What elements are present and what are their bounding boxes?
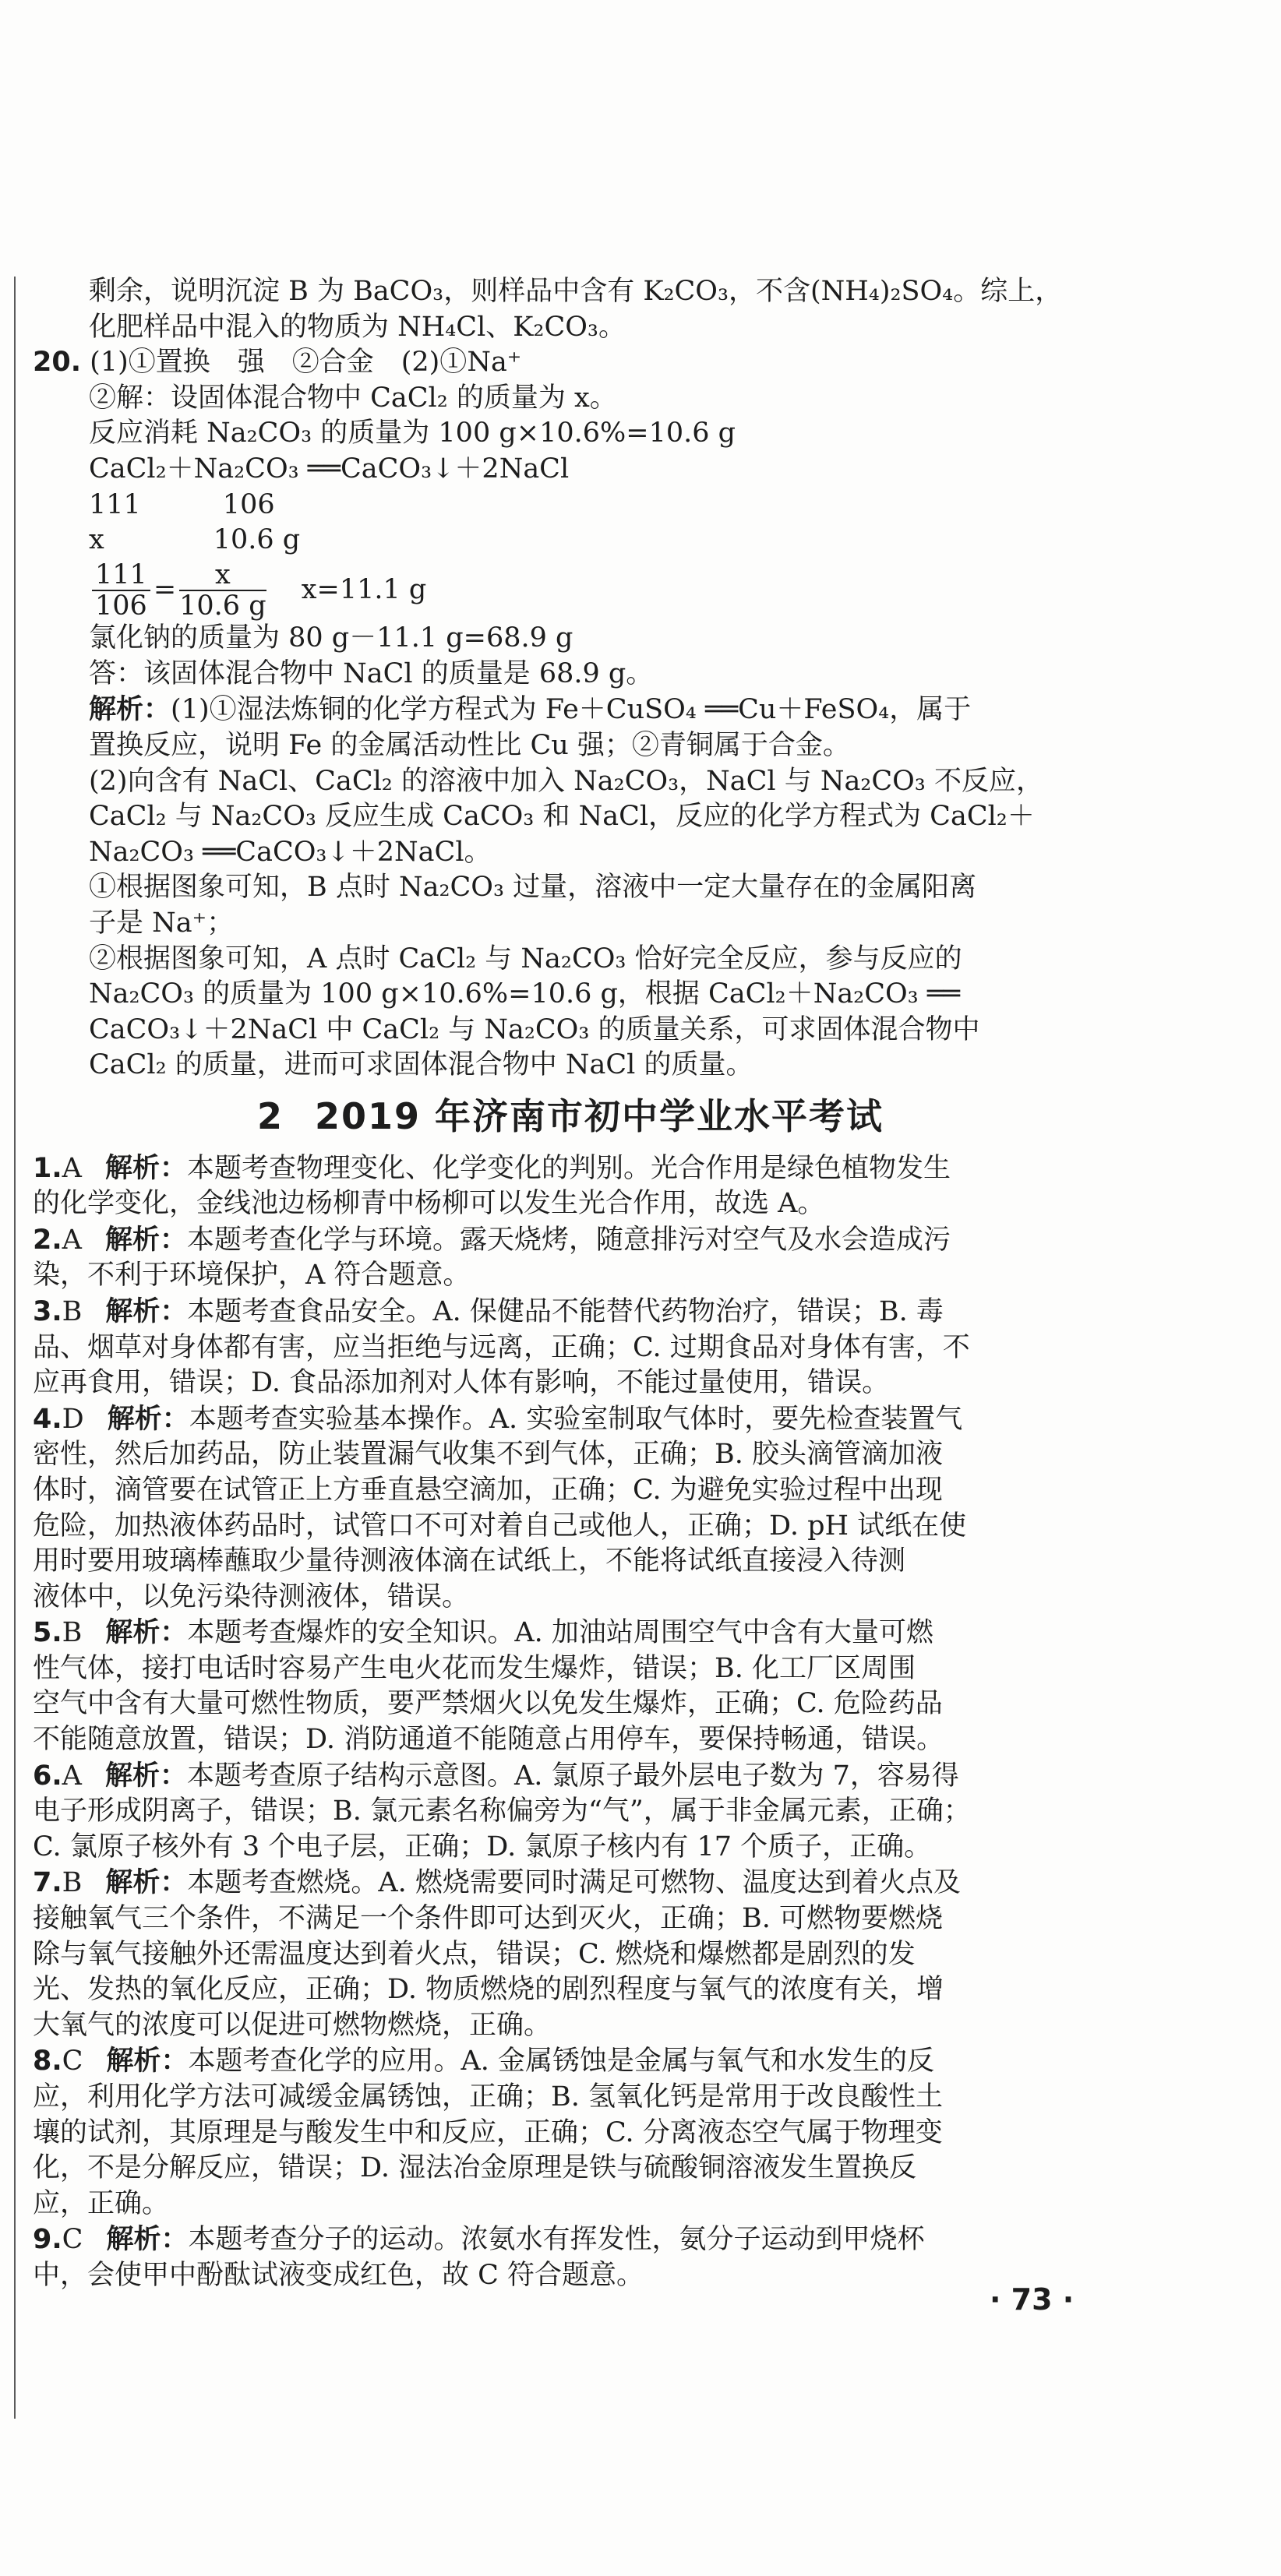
analysis-line: Na₂CO₃ 的质量为 100 g×10.6%=10.6 g，根据 CaCl₂＋Na₂CO₃ ══ [89,978,960,1010]
analysis-line: 应，利用化学方法可减缓金属锈蚀，正确；B. 氢氧化钙是常用于改良酸性土 [33,2081,943,2113]
analysis-text: 本题考查分子的运动。浓氨水有挥发性，氨分子运动到甲烧杯 [188,2224,925,2256]
answer-choice: B [62,1617,83,1649]
solution-line: 反应消耗 Na₂CO₃ 的质量为 100 g×10.6%=10.6 g [89,418,736,449]
analysis-label: 解析： [104,1759,187,1792]
question-number: 1. [33,1152,62,1184]
analysis-label: 解析： [105,1295,188,1327]
solution-line: 氯化钠的质量为 80 g－11.1 g=68.9 g [89,622,573,654]
analysis-line: 密性，然后加药品，防止装置漏气收集不到气体，正确；B. 胶头滴管滴加液 [33,1439,943,1471]
answer-text: (1)①置换 强 ②合金 (2)①Na⁺ [90,347,522,379]
section-number: 2 [256,1094,284,1137]
analysis-line: 置换反应，说明 Fe 的金属活动性比 Cu 强；②青铜属于合金。 [89,730,850,762]
question-number: 5. [33,1617,62,1649]
proportion-line: $\frac{111}{106}$ = $\frac{x}{10.6 g}$ x=11.1 g [33,559,1108,622]
text-line: 化肥样品中混入的物质为 NH₄Cl、K₂CO₃。 [89,311,626,343]
analysis-line: CaCl₂ 与 Na₂CO₃ 反应生成 CaCO₃ 和 NaCl，反应的化学方程式为 CaCl₂＋ [89,801,1035,833]
answer-first-line [33,1758,1108,1795]
answer-item [33,2222,1108,2293]
analysis-line: 壤的试剂，其原理是与酸发生中和反应，正确；C. 分离液态空气属于物理变 [33,2116,943,2148]
answer-choice: C [62,2224,83,2256]
answer-item [33,1865,1108,2043]
answer-choice: A [62,1760,82,1792]
question-number: 2. [33,1224,62,1256]
analysis-line: 用时要用玻璃棒蘸取少量待测液体滴在试纸上，不能将试纸直接浸入待测 [33,1545,906,1577]
proportion-result: x=11.1 g [301,573,427,605]
answer-item [33,1758,1108,1866]
answer-first-line [33,1865,1108,1901]
analysis-line: CaCO₃↓＋2NaCl 中 CaCl₂ 与 Na₂CO₃ 的质量关系，可求固体混合物中 [89,1013,980,1045]
analysis-line: 除与氧气接触外还需温度达到着火点，错误；C. 燃烧和爆燃都是剧烈的发 [33,1938,916,1970]
answer-first-line [33,1294,1108,1330]
analysis-line: 的化学变化，金线池边杨柳青中杨柳可以发生光合作用，故选 A。 [33,1188,825,1220]
section-title [33,1094,1108,1137]
analysis-line: CaCl₂ 的质量，进而可求固体混合物中 NaCl 的质量。 [89,1049,753,1081]
answer-item [33,1222,1108,1294]
question-number: 8. [33,2046,62,2077]
solution-line: x 10.6 g [89,524,301,556]
answer-choice: B [62,1867,83,1899]
analysis-line: 体时，滴管要在试管正上方垂直悬空滴加，正确；C. 为避免实验过程中出现 [33,1474,943,1506]
analysis-text: 本题考查燃烧。A. 燃烧需要同时满足可燃物、温度达到着火点及 [187,1867,961,1899]
analysis-text: 本题考查原子结构示意图。A. 氯原子最外层电子数为 7，容易得 [186,1760,959,1792]
margin-rule [14,277,16,2419]
answer-list [33,1151,1108,2294]
answer-first-line [33,2043,1108,2080]
analysis-line: 应，正确。 [33,2187,170,2219]
analysis-text: (1)①湿法炼铜的化学方程式为 Fe＋CuSO₄ ══Cu＋FeSO₄，属于 [171,694,972,726]
question-number: 20. [33,347,82,379]
question-20 [33,345,1108,1084]
question-number: 3. [33,1295,62,1327]
answer-item [33,1294,1108,1401]
answer-item [33,2043,1108,2222]
analysis-line: ①根据图象可知，B 点时 Na₂CO₃ 过量，溶液中一定大量存在的金属阳离 [89,872,977,904]
analysis-label: 解析： [106,2045,189,2077]
analysis-line: 液体中，以免污染待测液体，错误。 [33,1580,470,1612]
solution-line: ②解：设固体混合物中 CaCl₂ 的质量为 x。 [89,382,617,414]
analysis-text: 本题考查食品安全。A. 保健品不能替代药物治疗，错误；B. 毒 [187,1295,944,1327]
answer-first-line [33,2222,1108,2258]
answer-item [33,1151,1108,1222]
page-number: · 73 · [990,2282,1075,2317]
answer-first-line [33,1401,1108,1438]
question-number: 7. [33,1867,62,1899]
analysis-text: 本题考查实验基本操作。A. 实验室制取气体时，要先检查装置气 [189,1403,963,1435]
analysis-label: 解析： [104,1151,187,1184]
text-line: 剩余，说明沉淀 B 为 BaCO₃，则样品中含有 K₂CO₃，不含(NH₄)₂SO₄。综上， [89,276,1063,307]
analysis-text: 本题考查化学与环境。露天烧烤，随意排污对空气及水会造成污 [186,1224,951,1256]
analysis-label: 解析： [107,1402,189,1435]
analysis-line: 不能随意放置，错误；D. 消防通道不能随意占用停车，要保持畅通，错误。 [33,1724,944,1756]
analysis-line: 品、烟草对身体都有害，应当拒绝与远离，正确；C. 过期食品对身体有害，不 [33,1331,970,1363]
analysis-text: 本题考查物理变化、化学变化的判别。光合作用是绿色植物发生 [186,1152,951,1184]
question-number: 4. [33,1403,62,1435]
answer-choice: A [62,1224,82,1256]
analysis-line: C. 氯原子核外有 3 个电子层，正确；D. 氯原子核内有 17 个质子，正确。 [33,1831,932,1862]
analysis-line: 接触氧气三个条件，不满足一个条件即可达到灭火，正确；B. 可燃物要燃烧 [33,1903,943,1935]
section-heading: 2019 年济南市初中学业水平考试 [314,1094,884,1137]
analysis-label: 解析： [105,1866,188,1899]
answer-first-line [33,1615,1108,1651]
fraction: $\frac{111}{106}$ [92,560,150,621]
analysis-label: 解析： [106,2223,189,2256]
answer-choice: D [62,1403,84,1435]
analysis-line: 光、发热的氧化反应，正确；D. 物质燃烧的剧烈程度与氧气的浓度有关，增 [33,1974,944,2006]
answer-item [33,1615,1108,1757]
analysis-line: 化，不是分解反应，错误；D. 湿法冶金原理是铁与硫酸铜溶液发生置换反 [33,2152,917,2184]
answer-choice: B [62,1295,83,1327]
analysis-line: 中，会使甲中酚酞试液变成红色，故 C 符合题意。 [33,2259,644,2291]
question-number: 9. [33,2224,62,2256]
analysis-line: 应再食用，错误；D. 食品添加剂对人体有影响，不能过量使用，错误。 [33,1367,890,1399]
answer-choice: C [62,2046,83,2077]
solution-line: 答：该固体混合物中 NaCl 的质量是 68.9 g。 [89,657,654,689]
analysis-label: 解析： [104,1223,187,1256]
answer-first-line [33,1151,1108,1187]
answer-first-line [33,1222,1108,1259]
analysis-line: 染，不利于环境保护，A 符合题意。 [33,1260,471,1292]
analysis-label: 解析： [105,1616,188,1649]
analysis-line: 大氧气的浓度可以促进可燃物燃烧，正确。 [33,2009,552,2041]
analysis-line: 空气中含有大量可燃性物质，要严禁烟火以免发生爆炸，正确；C. 危险药品 [33,1688,943,1720]
analysis-line: 性气体，接打电话时容易产生电火花而发生爆炸，错误；B. 化工厂区周围 [33,1652,916,1684]
analysis-line: ②根据图象可知，A 点时 CaCl₂ 与 Na₂CO₃ 恰好完全反应，参与反应的 [89,943,962,974]
analysis-line: 电子形成阴离子，错误；B. 氯元素名称偏旁为“气”，属于非金属元素，正确； [33,1795,971,1827]
analysis-line: 子是 Na⁺； [89,907,235,939]
analysis-line: 危险，加热液体药品时，试管口不可对着自己或他人，正确；D. pH 试纸在使 [33,1510,967,1542]
answer-content [33,274,1108,2294]
analysis-line: Na₂CO₃ ══CaCO₃↓＋2NaCl。 [89,836,492,868]
equation-line: CaCl₂＋Na₂CO₃ ══CaCO₃↓＋2NaCl [89,453,570,485]
fraction: $\frac{x}{10.6 g}$ [179,559,266,622]
answer-item [33,1401,1108,1616]
answer-choice: A [62,1152,82,1184]
analysis-text: 本题考查化学的应用。A. 金属锈蚀是金属与氧气和水发生的反 [188,2046,934,2077]
analysis-label: 解析： [89,693,171,726]
question-number: 6. [33,1760,62,1792]
analysis-line: (2)向含有 NaCl、CaCl₂ 的溶液中加入 Na₂CO₃，NaCl 与 Na₂CO₃ 不反应， [89,765,1043,797]
solution-line: 111 106 [89,488,275,520]
analysis-text: 本题考查爆炸的安全知识。A. 加油站周围空气中含有大量可燃 [187,1617,933,1649]
